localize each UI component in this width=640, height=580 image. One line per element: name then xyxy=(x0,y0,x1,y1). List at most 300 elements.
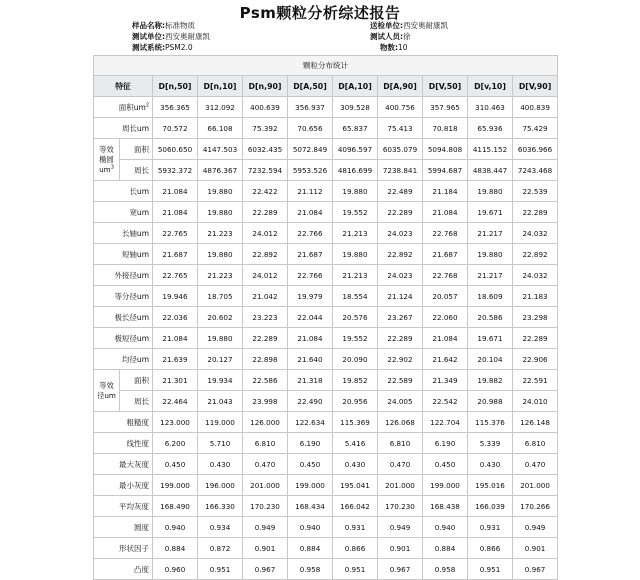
row-label-text: 线性度 xyxy=(126,438,149,448)
table-cell: 21.223 xyxy=(198,223,243,244)
table-cell: 21.084 xyxy=(153,202,198,223)
table-cell: 166.039 xyxy=(468,496,513,517)
column-header: D[A,90] xyxy=(378,76,423,97)
table-cell: 0.940 xyxy=(423,517,468,538)
table-cell: 22.892 xyxy=(378,244,423,265)
table-cell: 6.190 xyxy=(288,433,333,454)
table-cell: 0.931 xyxy=(333,517,378,538)
table-cell: 20.602 xyxy=(198,307,243,328)
table-cell: 19.946 xyxy=(153,286,198,307)
table-cell: 5060.650 xyxy=(153,139,198,160)
table-cell: 19.852 xyxy=(333,370,378,391)
table-cell: 5953.526 xyxy=(288,160,333,181)
table-caption-row xyxy=(94,56,558,76)
table-row xyxy=(94,349,558,370)
table-cell: 20.956 xyxy=(333,391,378,412)
meta-tester: 测试人员:徐 xyxy=(370,32,411,41)
table-cell: 22.060 xyxy=(423,307,468,328)
row-label-text: 最大灰度 xyxy=(119,459,149,469)
row-label xyxy=(94,475,153,496)
table-cell: 0.866 xyxy=(333,538,378,559)
table-cell: 22.490 xyxy=(288,391,333,412)
meta-object-count: 物数:10 xyxy=(380,43,408,52)
table-cell: 4876.367 xyxy=(198,160,243,181)
table-cell: 19.880 xyxy=(198,244,243,265)
table-cell: 6036.966 xyxy=(513,139,558,160)
row-label xyxy=(94,307,153,328)
unit-superscript: 3 xyxy=(110,164,114,171)
table-cell: 21.642 xyxy=(423,349,468,370)
row-label xyxy=(94,118,153,139)
row-label-text: 圆度 xyxy=(134,522,149,532)
table-cell: 0.931 xyxy=(468,517,513,538)
column-header: D[n,50] xyxy=(153,76,198,97)
table-cell: 6.190 xyxy=(423,433,468,454)
table-cell: 21.213 xyxy=(333,223,378,244)
row-label xyxy=(94,286,153,307)
table-cell: 22.422 xyxy=(243,181,288,202)
meta-test-system: 测试系统:PSM2.0 xyxy=(132,43,193,52)
table-cell: 201.000 xyxy=(243,475,288,496)
table-cell: 19.880 xyxy=(468,181,513,202)
table-row xyxy=(94,454,558,475)
table-cell: 119.000 xyxy=(198,412,243,433)
table-cell: 21.301 xyxy=(153,370,198,391)
table-cell: 21.223 xyxy=(198,265,243,286)
table-cell: 19.552 xyxy=(333,328,378,349)
table-cell: 126.000 xyxy=(243,412,288,433)
column-header: D[v,10] xyxy=(468,76,513,97)
row-label-text: 面积um xyxy=(118,102,146,112)
table-cell: 5072.849 xyxy=(288,139,333,160)
table-cell: 21.042 xyxy=(243,286,288,307)
table-cell: 0.940 xyxy=(288,517,333,538)
table-cell: 7243.468 xyxy=(513,160,558,181)
table-cell: 19.882 xyxy=(468,370,513,391)
row-label-text: 极短径um xyxy=(114,333,149,343)
table-cell: 6.810 xyxy=(243,433,288,454)
table-cell: 170.230 xyxy=(378,496,423,517)
table-cell: 21.640 xyxy=(288,349,333,370)
table-cell: 19.880 xyxy=(198,181,243,202)
table-cell: 357.965 xyxy=(423,97,468,118)
table-cell: 356.937 xyxy=(288,97,333,118)
table-cell: 5932.372 xyxy=(153,160,198,181)
column-header: D[V,50] xyxy=(423,76,468,97)
table-cell: 65.837 xyxy=(333,118,378,139)
table-cell: 166.330 xyxy=(198,496,243,517)
table-cell: 21.124 xyxy=(378,286,423,307)
row-label-text: 粗糙度 xyxy=(126,417,149,427)
row-sub-label: 面积 xyxy=(120,139,153,160)
table-cell: 20.127 xyxy=(198,349,243,370)
table-cell: 22.765 xyxy=(153,265,198,286)
meta-right xyxy=(370,20,620,53)
stats-table-wrapper xyxy=(93,55,557,580)
table-cell: 20.057 xyxy=(423,286,468,307)
table-cell: 6032.435 xyxy=(243,139,288,160)
table-cell: 4838.447 xyxy=(468,160,513,181)
table-cell: 4816.699 xyxy=(333,160,378,181)
row-label-text: 宽um xyxy=(129,207,149,217)
table-cell: 23.223 xyxy=(243,307,288,328)
table-cell: 22.489 xyxy=(378,181,423,202)
table-cell: 22.902 xyxy=(378,349,423,370)
table-row xyxy=(94,286,558,307)
table-cell: 199.000 xyxy=(423,475,468,496)
table-cell: 201.000 xyxy=(513,475,558,496)
table-cell: 21.213 xyxy=(333,265,378,286)
table-cell: 23.298 xyxy=(513,307,558,328)
table-cell: 21.184 xyxy=(423,181,468,202)
table-cell: 0.949 xyxy=(378,517,423,538)
table-cell: 0.884 xyxy=(423,538,468,559)
table-cell: 4115.152 xyxy=(468,139,513,160)
table-cell: 309.528 xyxy=(333,97,378,118)
table-cell: 19.880 xyxy=(198,202,243,223)
table-cell: 0.940 xyxy=(153,517,198,538)
table-cell: 24.023 xyxy=(378,223,423,244)
table-cell: 21.084 xyxy=(288,328,333,349)
table-cell: 170.266 xyxy=(513,496,558,517)
meta-sample-name: 样品名称:标准物质 xyxy=(132,21,195,30)
table-cell: 19.880 xyxy=(198,328,243,349)
row-label-text: 周长um xyxy=(121,123,149,133)
table-cell: 21.084 xyxy=(153,181,198,202)
row-label xyxy=(94,412,153,433)
row-label xyxy=(94,454,153,475)
table-cell: 21.639 xyxy=(153,349,198,370)
table-cell: 19.671 xyxy=(468,202,513,223)
table-cell: 19.934 xyxy=(198,370,243,391)
table-cell: 201.000 xyxy=(378,475,423,496)
stats-table xyxy=(93,55,558,580)
table-cell: 24.012 xyxy=(243,223,288,244)
table-cell: 22.289 xyxy=(378,202,423,223)
table-row xyxy=(94,265,558,286)
table-cell: 75.392 xyxy=(243,118,288,139)
perimeter-row xyxy=(94,118,558,139)
row-label-text: 长轴um xyxy=(121,228,149,238)
table-cell: 19.880 xyxy=(333,244,378,265)
table-row xyxy=(94,328,558,349)
table-cell: 21.687 xyxy=(153,244,198,265)
table-cell: 24.032 xyxy=(513,265,558,286)
table-cell: 0.450 xyxy=(423,454,468,475)
table-cell: 6.200 xyxy=(153,433,198,454)
table-cell: 195.016 xyxy=(468,475,513,496)
table-cell: 20.586 xyxy=(468,307,513,328)
table-cell: 126.148 xyxy=(513,412,558,433)
table-cell: 0.450 xyxy=(153,454,198,475)
table-cell: 21.318 xyxy=(288,370,333,391)
table-cell: 22.768 xyxy=(423,223,468,244)
row-label xyxy=(94,433,153,454)
table-row xyxy=(94,202,558,223)
table-cell: 310.463 xyxy=(468,97,513,118)
table-cell: 0.901 xyxy=(243,538,288,559)
table-caption: 颗粒分布统计 xyxy=(94,56,558,76)
table-cell: 168.438 xyxy=(423,496,468,517)
table-cell: 22.892 xyxy=(513,244,558,265)
row-label xyxy=(94,181,153,202)
table-cell: 24.010 xyxy=(513,391,558,412)
report-title: Psm颗粒分析综述报告 xyxy=(239,4,401,22)
table-cell: 18.609 xyxy=(468,286,513,307)
row-label xyxy=(94,97,153,118)
table-cell: 21.349 xyxy=(423,370,468,391)
group-label-text: 等效椭圆um xyxy=(99,144,114,174)
table-row xyxy=(94,244,558,265)
table-cell: 23.998 xyxy=(243,391,288,412)
table-cell: 0.901 xyxy=(378,538,423,559)
table-cell: 24.032 xyxy=(513,223,558,244)
table-cell: 21.183 xyxy=(513,286,558,307)
table-cell: 21.084 xyxy=(423,202,468,223)
table-cell: 0.958 xyxy=(288,559,333,580)
table-cell: 0.470 xyxy=(378,454,423,475)
table-cell: 0.967 xyxy=(378,559,423,580)
table-cell: 0.967 xyxy=(243,559,288,580)
table-cell: 22.539 xyxy=(513,181,558,202)
table-cell: 0.901 xyxy=(513,538,558,559)
table-cell: 312.092 xyxy=(198,97,243,118)
table-cell: 70.656 xyxy=(288,118,333,139)
table-cell: 5.339 xyxy=(468,433,513,454)
column-header: D[n,90] xyxy=(243,76,288,97)
meta-send-unit: 送检单位:西安奥耐康凯 xyxy=(370,21,448,30)
row-label xyxy=(94,223,153,244)
table-cell: 18.705 xyxy=(198,286,243,307)
table-cell: 22.766 xyxy=(288,265,333,286)
row-label-text: 形状因子 xyxy=(119,543,149,553)
table-cell: 19.552 xyxy=(333,202,378,223)
table-cell: 0.951 xyxy=(468,559,513,580)
table-cell: 20.104 xyxy=(468,349,513,370)
table-cell: 0.951 xyxy=(198,559,243,580)
row-label xyxy=(94,517,153,538)
table-cell: 122.704 xyxy=(423,412,468,433)
table-cell: 22.892 xyxy=(243,244,288,265)
row-label-text: 极长径um xyxy=(114,312,149,322)
eq-ellipse-group-label xyxy=(94,139,120,181)
row-label xyxy=(94,538,153,559)
table-cell: 22.542 xyxy=(423,391,468,412)
column-header: D[A,50] xyxy=(288,76,333,97)
table-cell: 5.710 xyxy=(198,433,243,454)
table-cell: 356.365 xyxy=(153,97,198,118)
row-label-text: 凸度 xyxy=(134,564,149,574)
table-cell: 0.430 xyxy=(198,454,243,475)
table-cell: 75.413 xyxy=(378,118,423,139)
table-cell: 5994.687 xyxy=(423,160,468,181)
table-cell: 21.043 xyxy=(198,391,243,412)
row-label xyxy=(94,202,153,223)
table-cell: 22.289 xyxy=(378,328,423,349)
table-cell: 6.810 xyxy=(378,433,423,454)
eq-ellipse-row-2 xyxy=(94,160,558,181)
table-cell: 400.839 xyxy=(513,97,558,118)
table-cell: 18.554 xyxy=(333,286,378,307)
table-cell: 196.000 xyxy=(198,475,243,496)
table-cell: 22.589 xyxy=(378,370,423,391)
table-cell: 199.000 xyxy=(288,475,333,496)
row-label xyxy=(94,496,153,517)
row-label-text: 长um xyxy=(129,186,149,196)
table-cell: 0.949 xyxy=(513,517,558,538)
table-cell: 24.012 xyxy=(243,265,288,286)
table-cell: 21.217 xyxy=(468,223,513,244)
row-label-text: 均径um xyxy=(121,354,149,364)
table-cell: 66.108 xyxy=(198,118,243,139)
table-cell: 75.429 xyxy=(513,118,558,139)
table-row xyxy=(94,559,558,580)
table-cell: 168.490 xyxy=(153,496,198,517)
table-cell: 0.430 xyxy=(333,454,378,475)
table-cell: 22.289 xyxy=(513,202,558,223)
column-header: D[V,90] xyxy=(513,76,558,97)
table-cell: 0.951 xyxy=(333,559,378,580)
eq-diameter-row-2 xyxy=(94,391,558,412)
table-cell: 20.090 xyxy=(333,349,378,370)
table-cell: 23.267 xyxy=(378,307,423,328)
table-cell: 22.906 xyxy=(513,349,558,370)
eq-diameter-group-label xyxy=(94,370,120,412)
table-row xyxy=(94,538,558,559)
table-cell: 0.958 xyxy=(423,559,468,580)
table-cell: 195.041 xyxy=(333,475,378,496)
table-row xyxy=(94,496,558,517)
table-cell: 70.572 xyxy=(153,118,198,139)
table-cell: 22.768 xyxy=(423,265,468,286)
table-cell: 22.766 xyxy=(288,223,333,244)
row-sub-label: 周长 xyxy=(120,160,153,181)
table-row xyxy=(94,475,558,496)
table-cell: 0.960 xyxy=(153,559,198,580)
table-cell: 0.450 xyxy=(288,454,333,475)
table-cell: 20.988 xyxy=(468,391,513,412)
table-cell: 0.967 xyxy=(513,559,558,580)
area-row xyxy=(94,97,558,118)
feature-header: 特征 xyxy=(94,76,153,97)
table-cell: 5.416 xyxy=(333,433,378,454)
table-cell: 22.289 xyxy=(243,202,288,223)
table-cell: 0.884 xyxy=(288,538,333,559)
eq-ellipse-row-1 xyxy=(94,139,558,160)
table-cell: 65.936 xyxy=(468,118,513,139)
table-cell: 0.934 xyxy=(198,517,243,538)
table-cell: 22.898 xyxy=(243,349,288,370)
row-label xyxy=(94,349,153,370)
table-cell: 115.369 xyxy=(333,412,378,433)
table-cell: 24.023 xyxy=(378,265,423,286)
table-cell: 0.949 xyxy=(243,517,288,538)
table-cell: 21.084 xyxy=(153,328,198,349)
row-label xyxy=(94,328,153,349)
table-cell: 21.084 xyxy=(288,202,333,223)
table-cell: 22.289 xyxy=(513,328,558,349)
table-cell: 7232.594 xyxy=(243,160,288,181)
table-cell: 400.639 xyxy=(243,97,288,118)
eq-diameter-row-1 xyxy=(94,370,558,391)
row-label-text: 等分径um xyxy=(114,291,149,301)
table-cell: 20.576 xyxy=(333,307,378,328)
table-row xyxy=(94,412,558,433)
table-cell: 21.217 xyxy=(468,265,513,286)
table-cell: 22.464 xyxy=(153,391,198,412)
table-cell: 6.810 xyxy=(513,433,558,454)
table-cell: 0.866 xyxy=(468,538,513,559)
table-cell: 126.068 xyxy=(378,412,423,433)
row-label xyxy=(94,244,153,265)
table-cell: 7238.841 xyxy=(378,160,423,181)
table-header-row xyxy=(94,76,558,97)
row-label-text: 平均灰度 xyxy=(119,501,149,511)
row-label-text: 外接径um xyxy=(114,270,149,280)
table-cell: 199.000 xyxy=(153,475,198,496)
unit-superscript: 2 xyxy=(145,102,149,108)
table-cell: 0.872 xyxy=(198,538,243,559)
table-cell: 4096.597 xyxy=(333,139,378,160)
table-cell: 170.230 xyxy=(243,496,288,517)
table-cell: 19.671 xyxy=(468,328,513,349)
table-row xyxy=(94,517,558,538)
table-cell: 115.376 xyxy=(468,412,513,433)
table-cell: 0.470 xyxy=(513,454,558,475)
table-cell: 6035.079 xyxy=(378,139,423,160)
meta-test-unit: 测试单位:西安奥耐康凯 xyxy=(132,32,210,41)
table-cell: 21.687 xyxy=(288,244,333,265)
table-cell: 19.979 xyxy=(288,286,333,307)
table-cell: 21.687 xyxy=(423,244,468,265)
row-label-text: 最小灰度 xyxy=(119,480,149,490)
table-row xyxy=(94,307,558,328)
table-cell: 22.765 xyxy=(153,223,198,244)
table-cell: 22.591 xyxy=(513,370,558,391)
table-cell: 122.634 xyxy=(288,412,333,433)
table-cell: 5094.808 xyxy=(423,139,468,160)
table-row xyxy=(94,181,558,202)
column-header: D[n,10] xyxy=(198,76,243,97)
table-cell: 22.289 xyxy=(243,328,288,349)
row-sub-label: 周长 xyxy=(120,391,153,412)
table-cell: 24.005 xyxy=(378,391,423,412)
table-cell: 0.470 xyxy=(243,454,288,475)
table-cell: 4147.503 xyxy=(198,139,243,160)
table-row xyxy=(94,433,558,454)
table-cell: 0.884 xyxy=(153,538,198,559)
table-cell: 0.430 xyxy=(468,454,513,475)
table-cell: 400.756 xyxy=(378,97,423,118)
row-sub-label: 面积 xyxy=(120,370,153,391)
table-cell: 70.818 xyxy=(423,118,468,139)
table-cell: 21.084 xyxy=(423,328,468,349)
table-cell: 22.044 xyxy=(288,307,333,328)
table-cell: 19.880 xyxy=(333,181,378,202)
table-cell: 22.586 xyxy=(243,370,288,391)
table-row xyxy=(94,223,558,244)
table-cell: 19.880 xyxy=(468,244,513,265)
row-label xyxy=(94,265,153,286)
row-label-text: 短轴um xyxy=(121,249,149,259)
table-cell: 21.112 xyxy=(288,181,333,202)
group-label-text: 等效径um xyxy=(97,380,116,400)
table-cell: 22.036 xyxy=(153,307,198,328)
row-label xyxy=(94,559,153,580)
table-cell: 168.434 xyxy=(288,496,333,517)
meta-left xyxy=(132,20,362,53)
column-header: D[A,10] xyxy=(333,76,378,97)
